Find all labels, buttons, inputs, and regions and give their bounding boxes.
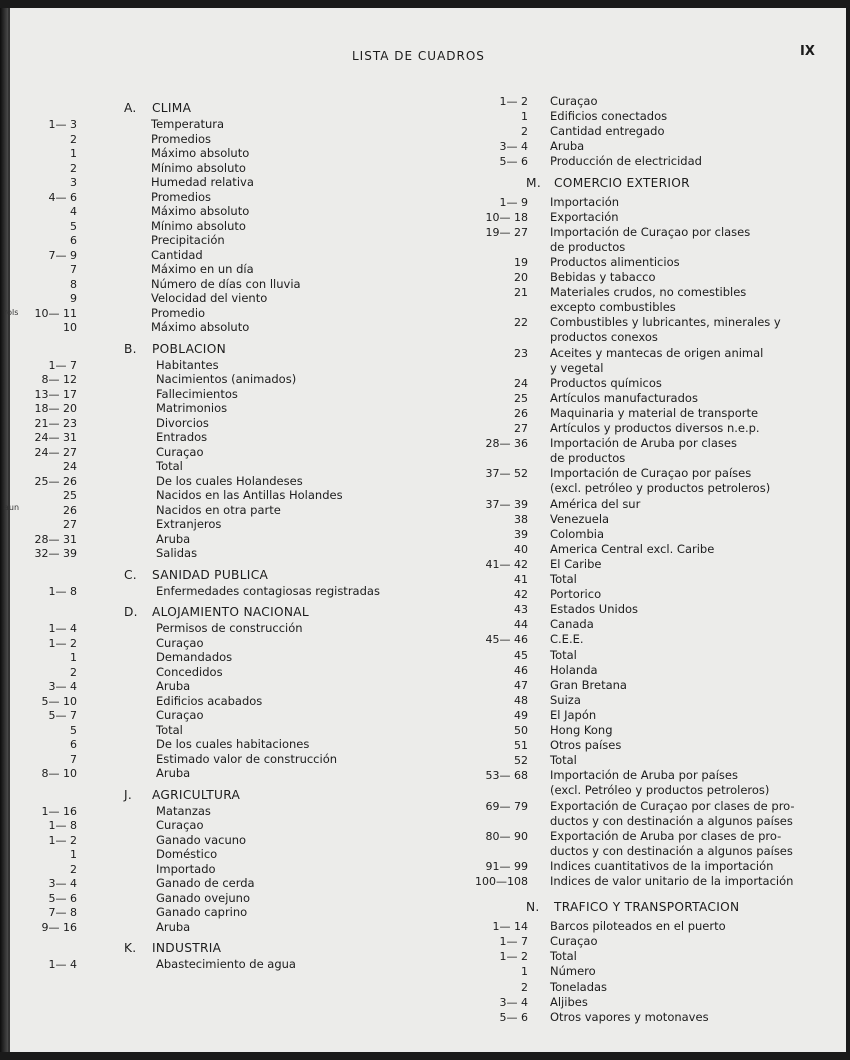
table-number: 13— 17 bbox=[34, 387, 77, 401]
table-number: 26 bbox=[514, 406, 528, 420]
table-entry[interactable]: Maquinaria y material de transporte bbox=[550, 405, 759, 420]
table-entry[interactable]: ductos y con destinación a algunos países bbox=[550, 843, 793, 858]
table-number: 7 bbox=[70, 263, 77, 276]
table-entry[interactable]: Ganado de cerda bbox=[156, 876, 255, 890]
table-entry[interactable]: Extranjeros bbox=[156, 517, 222, 531]
table-number: 18— 20 bbox=[34, 402, 77, 415]
table-number: 1— 7 bbox=[48, 358, 77, 372]
section-title: ALOJAMIENTO NACIONAL bbox=[152, 605, 310, 619]
table-entry[interactable]: Aruba bbox=[550, 139, 585, 154]
table-entry[interactable]: Venezuela bbox=[550, 511, 610, 526]
section-heading bbox=[124, 604, 309, 620]
table-entry[interactable]: Toneladas bbox=[550, 979, 608, 994]
table-number: 5— 6 bbox=[499, 155, 528, 169]
table-entry[interactable]: productos conexos bbox=[550, 330, 658, 345]
table-number: 41 bbox=[514, 573, 528, 586]
table-entry[interactable]: Curaçao bbox=[156, 708, 204, 722]
table-entry[interactable]: Aceites y mantecas de origen animal bbox=[550, 345, 764, 360]
table-entry[interactable]: Artículos y productos diversos n.e.p. bbox=[550, 421, 760, 435]
table-number: 4 bbox=[70, 205, 77, 218]
table-entry[interactable]: Nacidos en las Antillas Holandes bbox=[156, 488, 343, 502]
section-letter: J. bbox=[124, 787, 133, 802]
table-entry[interactable]: Total bbox=[550, 949, 577, 964]
table-entry[interactable]: Entrados bbox=[156, 430, 208, 444]
table-entry[interactable]: Temperatura bbox=[151, 117, 225, 131]
table-entry[interactable]: Importado bbox=[156, 861, 216, 876]
table-entry[interactable]: Portorico bbox=[550, 587, 602, 602]
table-entry[interactable]: Materiales crudos, no comestibles bbox=[550, 285, 747, 300]
table-entry[interactable]: Bebidas y tabacco bbox=[550, 270, 656, 284]
table-number: 48 bbox=[514, 693, 528, 707]
table-number: 1— 4 bbox=[48, 958, 77, 971]
table-number: 9— 16 bbox=[41, 920, 77, 934]
table-entry[interactable]: Aruba bbox=[156, 531, 191, 546]
table-entry[interactable]: Número de días con lluvia bbox=[151, 276, 301, 291]
table-number: 10 bbox=[63, 321, 77, 334]
table-number: 4— 6 bbox=[48, 190, 77, 204]
table-number: 1— 8 bbox=[48, 819, 77, 832]
section-heading bbox=[124, 567, 268, 583]
table-number: 2 bbox=[70, 665, 77, 679]
section-letter: N. bbox=[526, 900, 540, 915]
table-number: 5— 10 bbox=[41, 694, 77, 708]
table-number: 1— 14 bbox=[492, 920, 528, 934]
table-number: 2 bbox=[70, 132, 77, 146]
table-entry[interactable]: America Central excl. Caribe bbox=[550, 541, 715, 556]
table-entry[interactable]: Suiza bbox=[550, 692, 581, 707]
table-entry[interactable]: El Japón bbox=[550, 707, 597, 722]
table-number: 24 bbox=[63, 460, 77, 473]
table-number: 43 bbox=[514, 603, 528, 617]
table-entry[interactable]: Mínimo absoluto bbox=[151, 218, 246, 233]
table-number: 100—108 bbox=[475, 875, 528, 888]
table-number: 5— 6 bbox=[499, 1010, 528, 1024]
table-entry[interactable]: Artículos manufacturados bbox=[550, 390, 698, 405]
table-entry[interactable]: Máximo absoluto bbox=[151, 204, 250, 218]
table-entry[interactable]: Gran Bretana bbox=[550, 677, 627, 692]
table-entry[interactable]: Promedios bbox=[151, 131, 212, 146]
table-entry[interactable]: excepto combustibles bbox=[550, 300, 676, 315]
table-number: 1 bbox=[70, 147, 77, 160]
table-number: 10— 18 bbox=[485, 210, 528, 224]
table-number: 1— 8 bbox=[48, 584, 77, 598]
table-entry[interactable]: Productos alimenticios bbox=[550, 254, 680, 269]
table-entry[interactable]: Matrimonios bbox=[156, 401, 228, 415]
table-number: 45 bbox=[514, 648, 528, 662]
table-number: 44 bbox=[514, 618, 528, 632]
table-entry[interactable]: (excl. petróleo y productos petroleros) bbox=[550, 481, 771, 496]
table-entry[interactable]: C.E.E. bbox=[550, 632, 584, 647]
table-entry[interactable]: Máximo en un día bbox=[151, 262, 254, 276]
table-number: 3— 4 bbox=[499, 140, 528, 154]
section-title: COMERCIO EXTERIOR bbox=[554, 175, 690, 190]
page-title: LISTA DE CUADROS bbox=[352, 49, 485, 63]
table-entry[interactable]: Total bbox=[156, 722, 183, 737]
table-number: 25— 26 bbox=[34, 474, 77, 488]
table-entry[interactable]: Combustibles y lubricantes, minerales y bbox=[550, 315, 781, 330]
table-number: 22 bbox=[514, 316, 528, 330]
section-letter: C. bbox=[124, 567, 137, 582]
table-number: 10— 11 bbox=[34, 306, 77, 320]
table-entry[interactable]: Cantidad bbox=[151, 247, 203, 262]
table-number: 25 bbox=[63, 489, 77, 502]
table-number: 23 bbox=[514, 346, 528, 360]
table-number: 19— 27 bbox=[485, 225, 528, 239]
table-number: 25 bbox=[514, 391, 528, 405]
table-entry[interactable]: América del sur bbox=[550, 496, 641, 511]
table-number: 24— 31 bbox=[34, 431, 77, 444]
table-entry[interactable]: Demandados bbox=[156, 650, 233, 664]
table-entry[interactable]: Promedio bbox=[151, 305, 206, 320]
table-entry[interactable]: Barcos piloteados en el puerto bbox=[550, 919, 726, 934]
table-entry[interactable]: Indices de valor unitario de la importación bbox=[550, 874, 794, 888]
table-entry[interactable]: De los cuales habitaciones bbox=[156, 737, 310, 751]
section-title: AGRICULTURA bbox=[152, 787, 241, 802]
table-number: 8 bbox=[70, 277, 77, 291]
table-entry[interactable]: Aruba bbox=[156, 766, 191, 780]
table-number: 1— 16 bbox=[41, 804, 77, 818]
table-number: 69— 79 bbox=[485, 799, 528, 813]
table-number: 5 bbox=[70, 219, 77, 233]
table-number: 2 bbox=[521, 125, 528, 139]
section-heading bbox=[526, 175, 690, 191]
table-number: 20 bbox=[514, 271, 528, 284]
table-number: 46 bbox=[514, 663, 528, 677]
table-entry[interactable]: Ganado caprino bbox=[156, 905, 248, 919]
table-number: 1— 2 bbox=[48, 636, 77, 650]
section-heading bbox=[526, 899, 739, 915]
table-entry[interactable]: Nacimientos (animados) bbox=[156, 372, 297, 386]
table-entry[interactable]: Hong Kong bbox=[550, 723, 613, 737]
table-number: 1— 4 bbox=[48, 622, 77, 635]
table-number: 2 bbox=[521, 980, 528, 994]
table-number: 19 bbox=[514, 255, 528, 269]
table-entry[interactable]: Ganado ovejuno bbox=[156, 890, 251, 905]
table-entry[interactable]: Matanzas bbox=[156, 803, 211, 818]
section-letter: K. bbox=[124, 941, 137, 955]
table-number: 3— 4 bbox=[48, 680, 77, 693]
table-entry[interactable]: Importación de Aruba por países bbox=[550, 768, 738, 783]
table-entry[interactable]: Importación de Curaçao por clases bbox=[550, 224, 751, 239]
table-number: 6 bbox=[70, 234, 77, 247]
table-entry[interactable]: de productos bbox=[550, 451, 626, 466]
table-number: 27 bbox=[63, 518, 77, 531]
table-number: 1— 2 bbox=[48, 833, 77, 847]
table-entry[interactable]: Cantidad entregado bbox=[550, 124, 665, 139]
table-number: 5— 7 bbox=[48, 709, 77, 722]
table-number: 3— 4 bbox=[48, 877, 77, 890]
table-entry[interactable]: Otros países bbox=[550, 738, 622, 753]
table-entry[interactable]: Enfermedades contagiosas registradas bbox=[156, 583, 380, 598]
table-number: 49 bbox=[514, 708, 528, 722]
table-number: 7 bbox=[70, 752, 77, 766]
table-number: 26 bbox=[63, 503, 77, 517]
table-number: 28— 36 bbox=[485, 437, 528, 451]
table-entry[interactable]: de productos bbox=[550, 239, 626, 254]
table-number: 6 bbox=[70, 738, 77, 751]
table-number: 51 bbox=[514, 739, 528, 753]
page-number: IX bbox=[800, 44, 815, 59]
table-entry[interactable]: Estados Unidos bbox=[550, 602, 639, 617]
table-number: 5 bbox=[70, 723, 77, 737]
table-entry[interactable]: Curaçao bbox=[156, 635, 204, 650]
table-entry[interactable]: Aruba bbox=[156, 679, 191, 693]
section-letter: A. bbox=[124, 101, 137, 115]
table-entry[interactable]: Humedad relativa bbox=[151, 175, 254, 189]
table-number: 8— 12 bbox=[41, 373, 77, 386]
table-number: 3— 4 bbox=[499, 995, 528, 1009]
table-number: 1 bbox=[521, 110, 528, 124]
table-entry[interactable]: Total bbox=[156, 459, 183, 473]
section-title: TRAFICO Y TRANSPORTACION bbox=[554, 900, 740, 915]
table-entry[interactable]: Otros vapores y motonaves bbox=[550, 1009, 709, 1024]
table-entry[interactable]: Salidas bbox=[156, 546, 198, 560]
table-number: 9 bbox=[70, 292, 77, 305]
table-number: 1— 2 bbox=[499, 95, 528, 108]
section-letter: B. bbox=[124, 341, 137, 356]
table-number: 41— 42 bbox=[485, 557, 528, 571]
table-number: 27 bbox=[514, 422, 528, 435]
section-heading bbox=[124, 100, 191, 116]
table-number: 1— 2 bbox=[499, 950, 528, 964]
table-entry[interactable]: Importación de Curaçao por países bbox=[550, 466, 752, 481]
table-entry[interactable]: Exportación bbox=[550, 209, 619, 224]
table-entry[interactable]: Mínimo absoluto bbox=[151, 160, 246, 175]
table-entry[interactable]: Concedidos bbox=[156, 664, 223, 679]
table-number: 52 bbox=[514, 754, 528, 768]
table-number: 37— 52 bbox=[485, 467, 528, 481]
table-number: 40 bbox=[514, 542, 528, 556]
table-entry[interactable]: Curaçao bbox=[156, 444, 204, 459]
table-number: 53— 68 bbox=[485, 769, 528, 783]
table-number: 7— 9 bbox=[48, 248, 77, 262]
table-entry[interactable]: Permisos de construcción bbox=[156, 621, 303, 635]
table-entry[interactable]: El Caribe bbox=[550, 556, 602, 571]
table-entry[interactable]: Colombia bbox=[550, 526, 605, 541]
table-number: 37— 39 bbox=[485, 497, 528, 511]
table-entry[interactable]: Curaçao bbox=[550, 934, 598, 949]
table-entry[interactable]: Precipitación bbox=[151, 233, 225, 247]
table-number: 3 bbox=[70, 176, 77, 189]
table-entry[interactable]: Edificios conectados bbox=[550, 109, 668, 124]
table-entry[interactable]: Abastecimiento de agua bbox=[156, 957, 296, 971]
table-number: 45— 46 bbox=[485, 633, 528, 647]
table-entry[interactable]: Habitantes bbox=[156, 357, 219, 372]
table-entry[interactable]: Máximo absoluto bbox=[151, 320, 250, 334]
table-number: 5— 6 bbox=[48, 891, 77, 905]
table-number: 91— 99 bbox=[485, 859, 528, 873]
table-number: 39 bbox=[514, 527, 528, 541]
section-title: INDUSTRIA bbox=[152, 941, 222, 955]
section-title: CLIMA bbox=[152, 101, 192, 115]
table-entry[interactable]: Máximo absoluto bbox=[151, 146, 250, 160]
table-number: 8— 10 bbox=[41, 767, 77, 780]
table-entry[interactable]: Holanda bbox=[550, 662, 598, 677]
section-title: POBLACION bbox=[152, 341, 227, 356]
table-number: 1— 7 bbox=[499, 935, 528, 949]
table-entry[interactable]: Aruba bbox=[156, 919, 191, 934]
table-entry[interactable]: Indices cuantitativos de la importación bbox=[550, 858, 774, 873]
table-number: 24 bbox=[514, 376, 528, 390]
table-entry[interactable]: Total bbox=[550, 753, 577, 768]
section-heading bbox=[124, 787, 240, 803]
table-entry[interactable]: Doméstico bbox=[156, 847, 218, 861]
table-entry[interactable]: Exportación de Curaçao por clases de pro- bbox=[550, 798, 795, 813]
table-entry[interactable]: y vegetal bbox=[550, 360, 604, 375]
table-entry[interactable]: Divorcios bbox=[156, 415, 209, 430]
table-number: 50 bbox=[514, 724, 528, 737]
table-entry[interactable]: De los cuales Holandeses bbox=[156, 473, 303, 488]
table-entry[interactable]: Fallecimientos bbox=[156, 386, 238, 401]
table-number: 1— 3 bbox=[48, 118, 77, 131]
section-letter: D. bbox=[124, 605, 138, 619]
margin-note: aun bbox=[4, 503, 20, 512]
table-number: 2 bbox=[70, 862, 77, 876]
table-number: 1 bbox=[70, 848, 77, 861]
table-entry[interactable]: ductos y con destinación a algunos países bbox=[550, 813, 793, 828]
table-entry[interactable]: Ganado vacuno bbox=[156, 832, 247, 847]
table-number: 38 bbox=[514, 512, 528, 526]
table-entry[interactable]: Curaçao bbox=[550, 94, 598, 108]
table-number: 21— 23 bbox=[34, 416, 77, 430]
table-number: 47 bbox=[514, 678, 528, 692]
table-entry[interactable]: Productos químicos bbox=[550, 375, 662, 390]
table-number: 1— 9 bbox=[499, 195, 528, 209]
table-number: 2 bbox=[70, 161, 77, 175]
table-number: 21 bbox=[514, 286, 528, 300]
table-number: 32— 39 bbox=[34, 547, 77, 560]
table-entry[interactable]: Aljibes bbox=[550, 994, 588, 1009]
table-entry[interactable]: Promedios bbox=[151, 189, 212, 204]
table-number: 28— 31 bbox=[34, 532, 77, 546]
document-page bbox=[4, 8, 846, 1052]
table-entry[interactable]: Exportación de Aruba por clases de pro- bbox=[550, 828, 782, 843]
table-entry[interactable]: Curaçao bbox=[156, 818, 204, 832]
section-heading bbox=[124, 341, 226, 357]
table-entry[interactable]: Importación de Aruba por clases bbox=[550, 436, 737, 451]
table-entry[interactable]: Producción de electricidad bbox=[550, 154, 702, 169]
margin-note: rols bbox=[4, 308, 19, 317]
section-title: SANIDAD PUBLICA bbox=[152, 567, 269, 582]
section-letter: M. bbox=[526, 175, 541, 190]
table-number: 80— 90 bbox=[485, 829, 528, 843]
table-entry[interactable]: Número bbox=[550, 964, 596, 979]
table-entry[interactable]: Total bbox=[550, 647, 577, 662]
table-entry[interactable]: Edificios acabados bbox=[156, 693, 263, 708]
table-entry[interactable]: Nacidos en otra parte bbox=[156, 502, 281, 517]
table-number: 24— 27 bbox=[34, 445, 77, 459]
table-number: 7— 8 bbox=[48, 906, 77, 919]
table-number: 42 bbox=[514, 588, 528, 602]
table-entry[interactable]: (excl. Petróleo y productos petroleros) bbox=[550, 783, 770, 798]
table-entry[interactable]: Importación bbox=[550, 194, 620, 209]
section-heading bbox=[124, 940, 221, 956]
table-entry[interactable]: Velocidad del viento bbox=[151, 291, 268, 305]
table-number: 1 bbox=[521, 965, 528, 979]
table-entry[interactable]: Canada bbox=[550, 617, 594, 632]
table-entry[interactable]: Total bbox=[550, 572, 577, 586]
table-number: 1 bbox=[70, 651, 77, 664]
table-entry[interactable]: Estimado valor de construcción bbox=[156, 751, 338, 766]
